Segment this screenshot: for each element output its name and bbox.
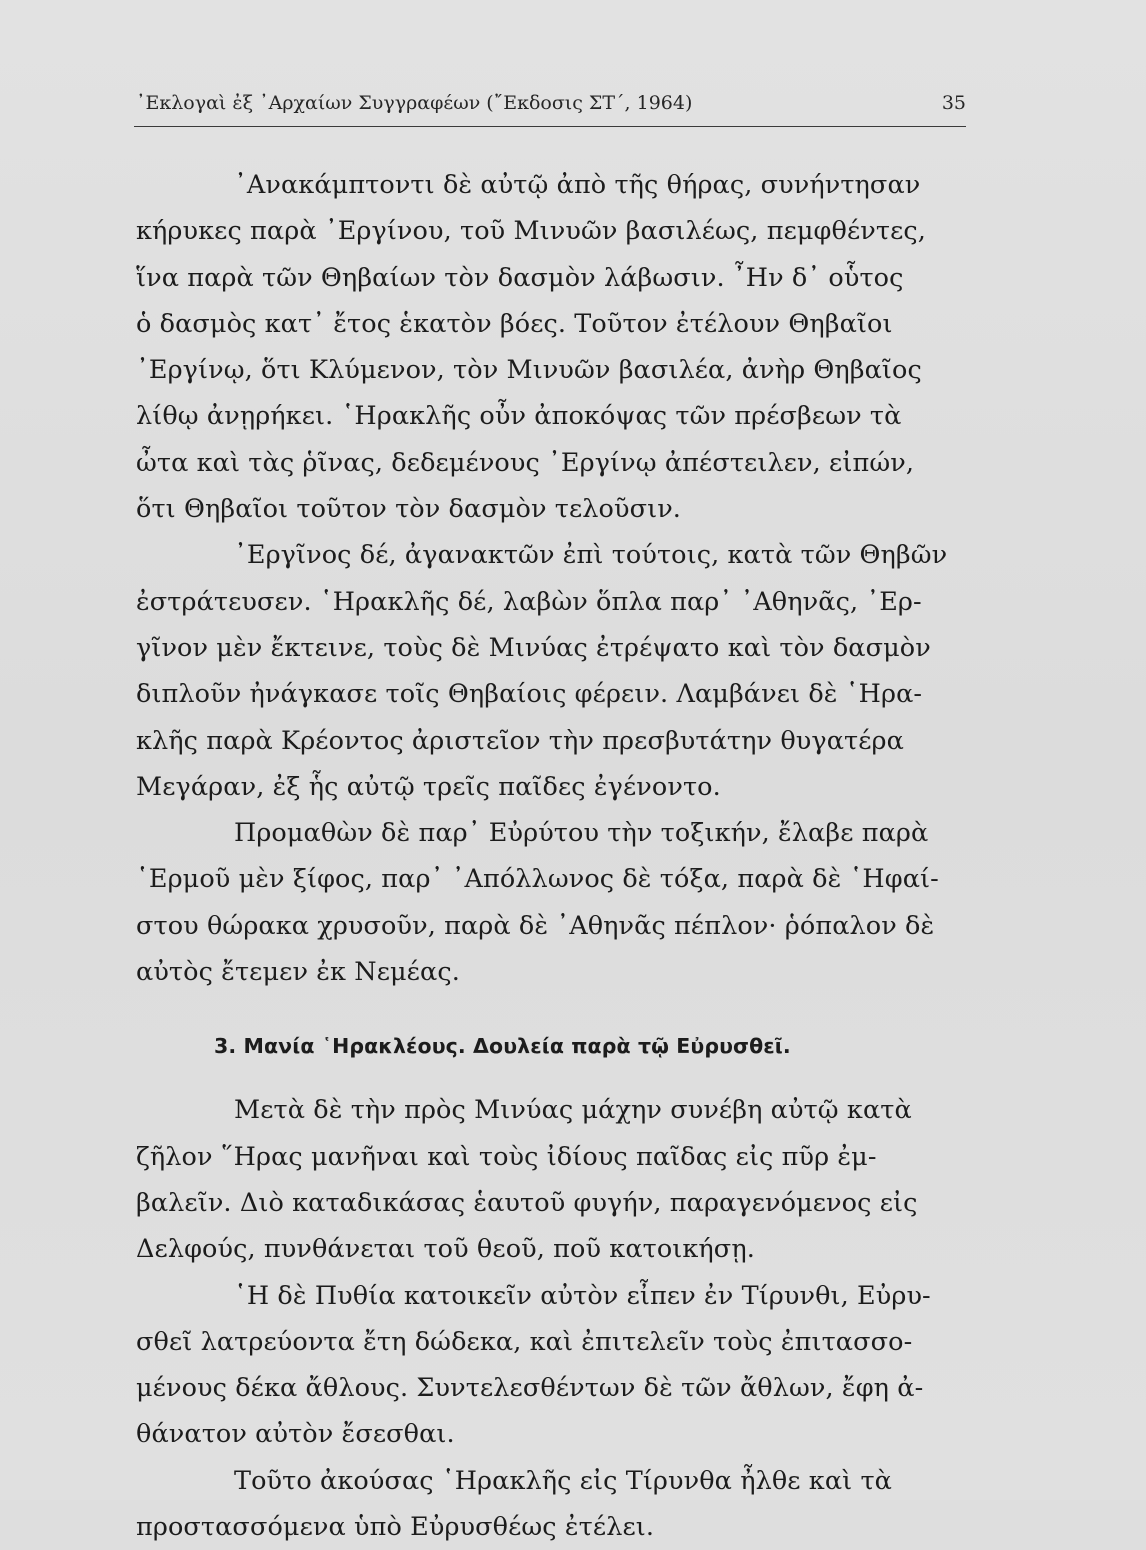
text-line: Προμαθὼν δὲ παρ᾿ Εὐρύτου τὴν τοξικήν, ἔλαβε παρὰ bbox=[234, 818, 929, 849]
text-line: θάνατον αὐτὸν ἔσεσθαι. bbox=[136, 1419, 455, 1450]
text-line: ῾Ερμοῦ μὲν ξίφος, παρ᾿ ᾿Απόλλωνος δὲ τόξα, παρὰ δὲ ῾Ηφαί- bbox=[136, 864, 939, 895]
text-line: Μεγάραν, ἐξ ἧς αὐτῷ τρεῖς παῖδες ἐγένοντο. bbox=[136, 771, 721, 802]
body-text bbox=[136, 162, 966, 1550]
text-line: Δελφούς, πυνθάνεται τοῦ θεοῦ, ποῦ κατοικήσῃ. bbox=[136, 1234, 755, 1265]
paragraph bbox=[136, 1458, 966, 1550]
text-line: αὐτὸς ἔτεμεν ἐκ Νεμέας. bbox=[136, 957, 460, 988]
text-line: ῾Η δὲ Πυθία κατοικεῖν αὐτὸν εἶπεν ἐν Τίρυνθι, Εὐρυ- bbox=[234, 1280, 931, 1311]
text-line: γῖνον μὲν ἔκτεινε, τοὺς δὲ Μινύας ἐτρέψατο καὶ τὸν δασμὸν bbox=[136, 632, 931, 663]
paragraph bbox=[136, 1273, 966, 1458]
text-line: ὦτα καὶ τὰς ῥῖνας, δεδεμένους ᾿Εργίνῳ ἀπέστειλεν, εἰπών, bbox=[136, 447, 915, 478]
section-heading: 3. Μανία ῾Ηρακλέους. Δουλεία παρὰ τῷ Εὐρυσθεῖ. bbox=[214, 1034, 791, 1059]
header-rule bbox=[134, 126, 966, 127]
text-line: ᾿Ανακάμπτοντι δὲ αὐτῷ ἀπὸ τῆς θήρας, συνήντησαν bbox=[234, 170, 921, 200]
text-line: σθεῖ λατρεύοντα ἔτη δώδεκα, καὶ ἐπιτελεῖν τοὺς ἐπιτασσο- bbox=[136, 1326, 913, 1357]
text-line: Μετὰ δὲ τὴν πρὸς Μινύας μάχην συνέβη αὐτῷ κατὰ bbox=[234, 1095, 912, 1126]
text-line: ζῆλον ῞Ηρας μανῆναι καὶ τοὺς ἰδίους παῖδας εἰς πῦρ ἐμ- bbox=[136, 1141, 877, 1172]
text-line: κλῆς παρὰ Κρέοντος ἀριστεῖον τὴν πρεσβυτάτην θυγατέρα bbox=[136, 725, 904, 756]
text-line: βαλεῖν. Διὸ καταδικάσας ἑαυτοῦ φυγήν, παραγενόμενος εἰς bbox=[136, 1187, 918, 1218]
text-line: ὅτι Θηβαῖοι τοῦτον τὸν δασμὸν τελοῦσιν. bbox=[136, 494, 682, 525]
text-line: ἵνα παρὰ τῶν Θηβαίων τὸν δασμὸν λάβωσιν. ῏Ην δ᾿ οὗτος bbox=[136, 262, 904, 293]
paragraph bbox=[136, 1087, 966, 1272]
text-line: διπλοῦν ἠνάγκασε τοῖς Θηβαίοις φέρειν. Λαμβάνει δὲ ῾Ηρα- bbox=[136, 679, 923, 710]
text-line: ᾿Εργῖνος δέ, ἀγανακτῶν ἐπὶ τούτοις, κατὰ τῶν Θηβῶν bbox=[234, 540, 948, 571]
text-line: στου θώρακα χρυσοῦν, παρὰ δὲ ᾿Αθηνᾶς πέπλον· ῥόπαλον δὲ bbox=[136, 910, 935, 941]
page-number: 35 bbox=[941, 92, 966, 114]
text-line: μένους δέκα ἄθλους. Συντελεσθέντων δὲ τῶν ἄθλων, ἔφη ἀ- bbox=[136, 1373, 924, 1404]
text-line: ὁ δασμὸς κατ᾿ ἔτος ἑκατὸν βόες. Τοῦτον ἐτέλουν Θηβαῖοι bbox=[136, 308, 893, 339]
paragraph bbox=[136, 810, 966, 995]
running-head-title: ᾿Εκλογαὶ ἐξ ᾿Αρχαίων Συγγραφέων (῎Εκδοσις ΣΤ΄, 1964) bbox=[136, 92, 693, 114]
paragraph bbox=[136, 162, 966, 532]
text-line: Τοῦτο ἀκούσας ῾Ηρακλῆς εἰς Τίρυνθα ἦλθε καὶ τὰ bbox=[234, 1465, 892, 1496]
running-head bbox=[136, 92, 966, 122]
paragraph bbox=[136, 532, 966, 810]
text-line: ᾿Εργίνῳ, ὅτι Κλύμενον, τὸν Μινυῶν βασιλέα, ἀνὴρ Θηβαῖος bbox=[136, 355, 922, 386]
text-line: προστασσόμενα ὑπὸ Εὐρυσθέως ἐτέλει. bbox=[136, 1512, 655, 1543]
text-line: λίθῳ ἀνῃρήκει. ῾Ηρακλῆς οὖν ἀποκόψας τῶν πρέσβεων τὰ bbox=[136, 401, 902, 432]
text-line: κήρυκες παρὰ ᾿Εργίνου, τοῦ Μινυῶν βασιλέως, πεμφθέντες, bbox=[136, 216, 926, 247]
text-line: ἐστράτευσεν. ῾Ηρακλῆς δέ, λαβὼν ὅπλα παρ᾿ ᾿Αθηνᾶς, ᾿Ερ- bbox=[136, 586, 922, 617]
